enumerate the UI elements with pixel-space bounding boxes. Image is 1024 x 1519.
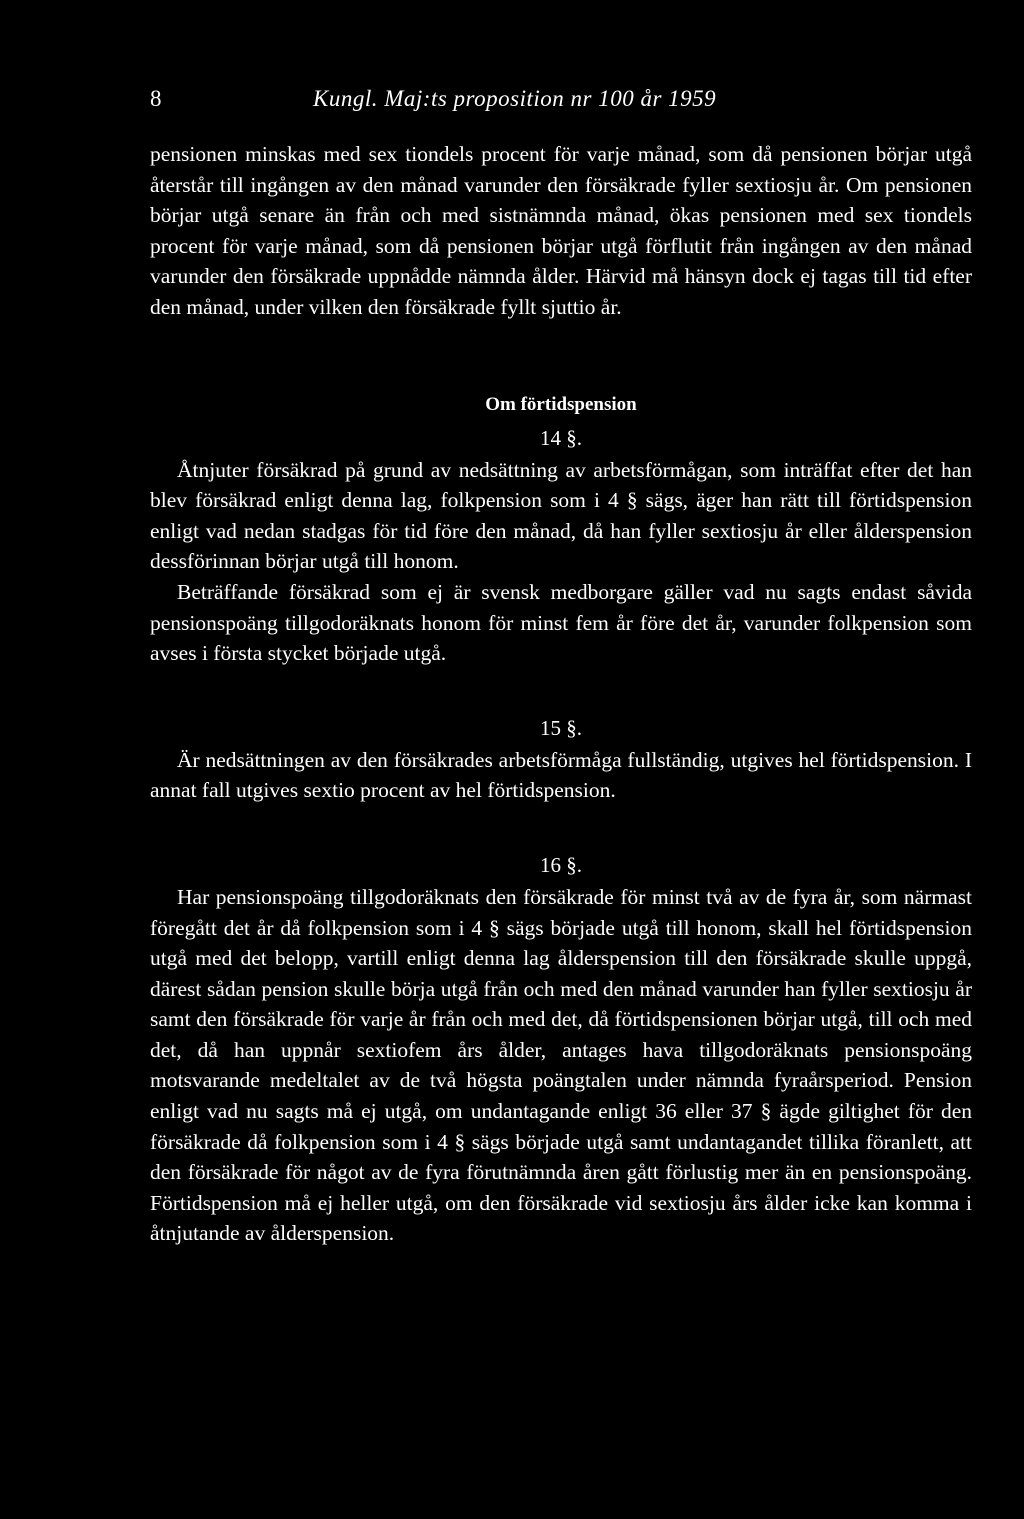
running-title: Kungl. Maj:ts proposition nr 100 år 1959 [313, 86, 717, 111]
paragraph-14-text-1: Åtnjuter försäkrad på grund av nedsättning av arbetsförmågan, som inträffat efter det han blev försäkrad enligt denna lag, folkpension som i 4 § sägs, äger han rätt till förtidspension enligt vad nedan stadgas för tid före den månad, då han fyller sextiosju år eller ålderspension dessförinnan börjar utgå till honom. [150, 457, 972, 574]
page-header [150, 86, 972, 126]
document-page [150, 86, 972, 1249]
paragraph-16-text-1: Har pensionspoäng tillgodoräknats den försäkrade för minst två av de fyra år, som närmast föregått det år då folkpension som i 4 § sägs började utgå till honom, skall hel förtidspension utgå med det belopp, vartill enligt denna lag ålderspension till den försäkrade skulle uppgå, därest sådan pension skulle börja utgå från och med den månad varunder han fyller sextiosju år samt den försäkrade för varje år från och med det, då förtidspensionen börjar utgå, till och med det, då han uppnår sextiofem års ålder, antages hava tillgodoräknats pensionspoäng motsvarande medeltalet av de två högsta poängtalen under nämnda fyraårsperiod. Pension enligt vad nu sagts må ej utgå, om undantagande enligt 36 eller 37 § ägde giltighet för den försäkrade då folkpension som i 4 § sägs började utgå samt undantagandet tillika föranlett, att den försäkrade för något av de fyra förutnämnda åren gått förlustig mer än en pensionspoäng. Förtidspension må ej heller utgå, om den försäkrade vid sextiosju års ålder icke kan komma i åtnjutande av ålderspension. [150, 884, 972, 1246]
intro-paragraph: pensionen minskas med sex tiondels procent för varje månad, som då pensionen börjar utgå återstår till ingången av den månad varunder den försäkrade fyller sextiosju år. Om pensionen börjar utgå senare än från och med sistnämnda månad, ökas pensionen med sex tiondels procent för varje månad, som då pensionen börjar utgå förflutit från ingången av den månad varunder den försäkrade uppnådde nämnda ålder. Härvid må hänsyn dock ej tagas till tid efter den månad, under vilken den försäkrade fyllt sjuttio år. [150, 142, 972, 319]
paragraph-15-text-1: Är nedsättningen av den försäkrades arbetsförmåga fullständig, utgives hel förtidspension. I annat fall utgives sextio procent av hel förtidspension. [150, 747, 972, 803]
paragraph-number-16: 16 §. [540, 852, 582, 877]
paragraph-number-14: 14 §. [540, 425, 582, 450]
paragraph-number-15: 15 §. [540, 715, 582, 740]
paragraph-14-text-2: Beträffande försäkrad som ej är svensk medborgare gäller vad nu sagts endast såvida pensionspoäng tillgodoräknats honom för minst fem år före det år, varunder folkpension som avses i första stycket började utgå. [150, 579, 972, 666]
section-heading: Om förtidspension [485, 393, 637, 415]
page-number: 8 [150, 86, 162, 111]
